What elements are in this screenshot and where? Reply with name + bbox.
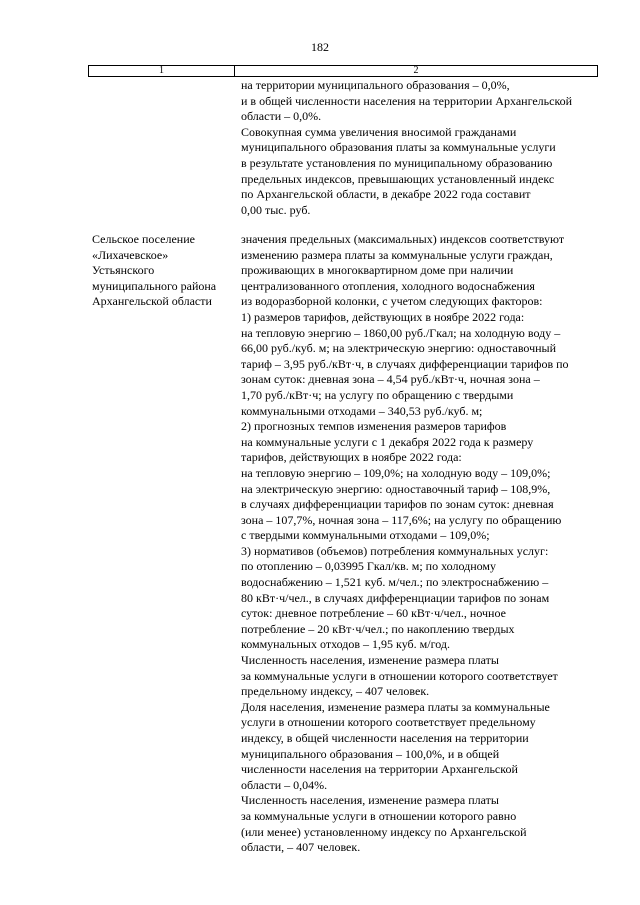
text-line: 0,00 тыс. руб. [241,202,311,217]
text-line: тарифов, действующих в ноябре 2022 года: [241,450,462,465]
text-line: зона – 107,7%, ночная зона – 117,6%; на услугу по обращению [241,512,562,527]
text-line: коммунальных отходов – 1,95 куб. м/год. [241,637,450,652]
text-line: 1,70 руб./кВт·ч; на услугу по обращению с твердыми [241,387,514,402]
text-line: суток: дневное потребление – 60 кВт·ч/чел., ночное [241,606,506,621]
text-line: по отоплению – 0,03995 Гкал/кв. м; по холодному [241,559,496,574]
table-header [88,65,598,77]
text-line: предельных индексов, превышающих установленный индекс [241,171,555,186]
text-line: области – 0,04%. [241,777,328,792]
text-line: (или менее) установленному индексу по Архангельской [241,824,527,839]
text-line: Сельское поселение [92,232,195,246]
text-line: за коммунальные услуги в отношении которого равно [241,808,517,823]
text-line: услуги в отношении которого соответствует предельному [241,715,536,730]
text-line: на тепловую энергию – 1860,00 руб./Гкал; на холодную воду – [241,325,561,340]
text-line: «Лихачевское» [92,247,169,262]
text-line: индексу, в общей численности населения на территории [241,731,529,745]
table-header-col1: 1 [159,65,164,76]
text-line: области, – 407 человек. [241,840,361,855]
text-line: предельному индексу, – 407 человек. [241,684,430,699]
text-line: изменению размера платы за коммунальные услуги граждан, [241,247,553,262]
text-line: 66,00 руб./куб. м; на электрическую энергию: одноставочный [241,341,557,356]
text-line: муниципального образования – 100,0%, и в общей [241,746,500,761]
text-line: 3) нормативов (объемов) потребления коммунальных услуг: [241,543,549,558]
municipality-description [241,232,601,856]
text-line: централизованного отопления, холодного водоснабжения [241,278,535,293]
text-line: тариф – 3,95 руб./кВт·ч, в случаях дифференциации тарифов по [241,356,569,371]
text-line: области – 0,0%. [241,109,322,124]
text-line: Совокупная сумма увеличения вносимой гражданами [241,124,517,139]
previous-entry-continuation [241,78,601,218]
text-line: по Архангельской области, в декабре 2022 года составит [241,187,531,202]
text-line: численности населения на территории Архангельской [241,762,518,777]
page-number: 182 [311,40,329,54]
text-line: зонам суток: дневная зона – 4,54 руб./кВт·ч, ночная зона – [241,372,540,387]
text-line: потребление – 20 кВт·ч/чел.; по накоплению твердых [241,621,515,636]
text-line: водоснабжению – 1,521 куб. м/чел.; по электроснабжению – [241,575,549,590]
text-line: Численность населения, изменение размера платы [241,793,499,808]
text-line: на тепловую энергию – 109,0%; на холодную воду – 109,0%; [241,465,551,480]
text-line: в случаях дифференциации тарифов по зонам суток: дневная [241,497,554,512]
text-line: 1) размеров тарифов, действующих в ноябре 2022 года: [241,309,525,324]
text-line: коммунальными отходами – 340,53 руб./куб. м; [241,403,483,418]
text-line: на электрическую энергию: одноставочный тариф – 108,9%, [241,481,551,496]
text-line: 80 кВт·ч/чел., в случаях дифференциации тарифов по зонам [241,590,550,605]
text-line: Архангельской области [92,294,212,309]
text-line: муниципального района [92,278,217,293]
text-line: Численность населения, изменение размера платы [241,653,499,668]
text-line: из водоразборной колонки, с учетом следующих факторов: [241,294,543,309]
text-line: с твердыми коммунальными отходами – 109,0%; [241,528,490,543]
municipality-name [92,232,232,310]
text-line: в результате установления по муниципальному образованию [241,155,553,170]
text-line: 2) прогнозных темпов изменения размеров тарифов [241,419,507,434]
text-line: и в общей численности населения на территории Архангельской [241,93,573,108]
text-line: Доля населения, изменение размера платы за коммунальные [241,699,550,714]
text-line: на территории муниципального образования – 0,0%, [241,78,510,92]
text-line: значения предельных (максимальных) индексов соответствуют [241,232,565,246]
text-line: на коммунальные услуги с 1 декабря 2022 года к размеру [241,434,534,449]
text-line: Устьянского [92,263,155,278]
text-line: муниципального образования платы за коммунальные услуги [241,140,556,155]
text-line: проживающих в многоквартирном доме при наличии [241,263,514,278]
table-header-col2: 2 [413,65,419,76]
text-line: за коммунальные услуги в отношении которого соответствует [241,668,558,683]
